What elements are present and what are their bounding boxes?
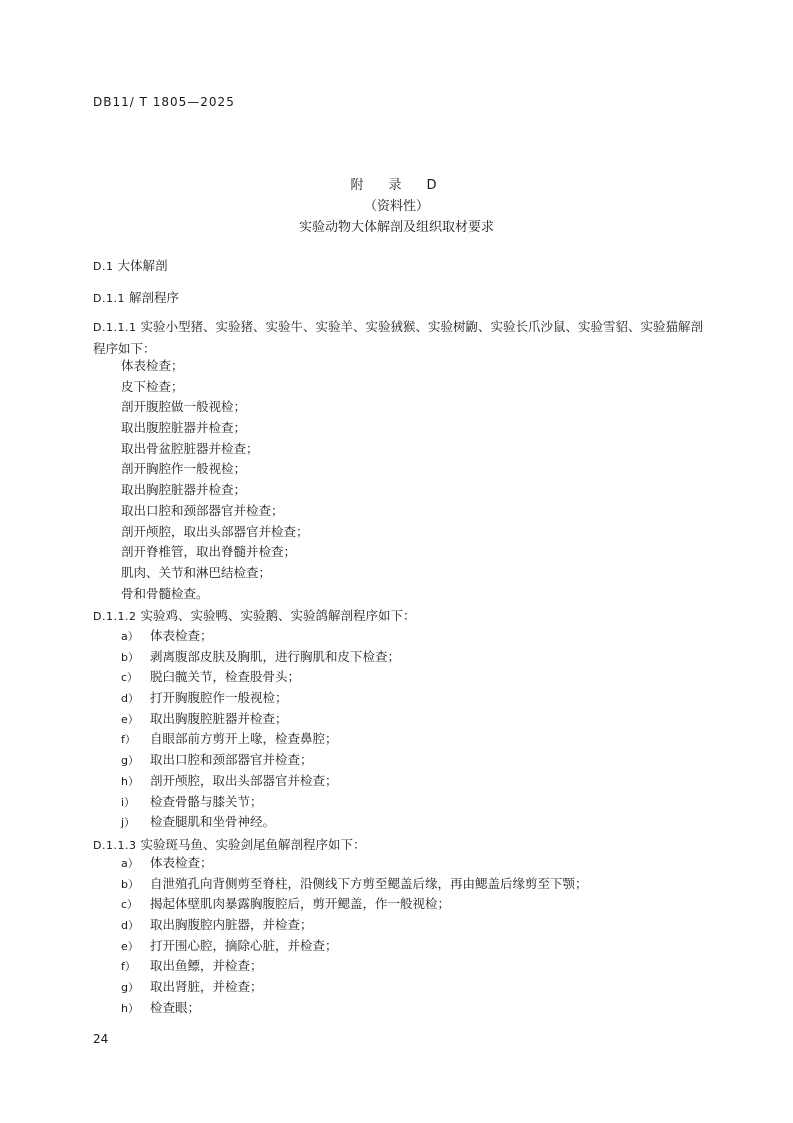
list-item-marker: e） — [121, 939, 139, 953]
list-item — [121, 750, 400, 771]
procedure-list-3 — [121, 853, 588, 1019]
procedure-list-1 — [121, 356, 309, 604]
list-item-marker: i） — [121, 795, 136, 809]
list-item-marker: j） — [121, 816, 136, 830]
list-item: 取出口腔和颈部器官并检查； — [121, 502, 284, 518]
list-item-text: 脱臼髋关节，检查股骨头； — [150, 669, 301, 685]
paragraph-number: D.1.1.1 — [93, 321, 137, 334]
appendix-name: 实验动物大体解剖及组织取材要求 — [298, 220, 494, 235]
list-item — [121, 956, 588, 977]
list-item: 剖开脊椎管，取出脊髓并检查； — [121, 544, 297, 560]
procedure-list-2 — [121, 626, 400, 833]
subsection-number: D.1.1 — [93, 292, 125, 305]
list-item: 剖开腹腔做一般视检； — [121, 399, 247, 415]
list-item-marker: h） — [121, 774, 139, 788]
list-item: 剖开颅腔，取出头部器官并检查； — [121, 523, 309, 539]
paragraph-number: D.1.1.2 — [93, 610, 137, 623]
list-item — [121, 626, 400, 647]
list-item: 骨和骨髓检查。 — [121, 585, 209, 601]
list-item-text: 取出肾脏，并检查； — [150, 979, 263, 995]
section-number: D.1 — [93, 260, 114, 273]
list-item: 体表检查； — [121, 358, 184, 373]
document-code: DB11/ T 1805—2025 — [93, 95, 235, 109]
list-item: 取出腹腔脏器并检查； — [121, 420, 247, 436]
list-item-text: 取出胸腹腔脏器并检查； — [150, 710, 288, 726]
list-item-marker: d） — [121, 919, 139, 933]
list-item: 取出胸腔脏器并检查； — [121, 482, 247, 498]
list-item-text: 检查骨骼与膝关节； — [150, 793, 263, 809]
subsection-heading — [93, 288, 179, 306]
list-item-marker: g） — [121, 754, 139, 768]
list-item — [121, 977, 588, 998]
list-item — [121, 729, 400, 750]
list-item-marker: e） — [121, 712, 139, 726]
list-item-marker: b） — [121, 650, 139, 664]
list-item-text: 打开胸腹腔作一般视检； — [150, 690, 288, 706]
list-item-text: 体表检查； — [150, 628, 213, 643]
list-item-text: 打开围心腔，摘除心脏，并检查； — [150, 937, 338, 953]
list-item-text: 取出鱼鳔，并检查； — [150, 958, 263, 974]
list-item-text: 自眼部前方剪开上喙，检查鼻腔； — [150, 731, 338, 747]
paragraph-text: 实验斑马鱼、实验剑尾鱼解剖程序如下： — [140, 837, 366, 852]
list-item-text: 揭起体壁肌肉暴露胸腹腔后，剪开鳃盖，作一般视检； — [150, 896, 451, 912]
list-item-marker: c） — [121, 671, 139, 685]
appendix-type: （资料性） — [363, 199, 429, 214]
paragraph-text: 实验鸡、实验鸭、实验鹅、实验鸽解剖程序如下： — [140, 608, 416, 623]
list-item-marker: d） — [121, 692, 139, 706]
appendix-title: 附 录 D — [350, 178, 443, 193]
list-item — [121, 894, 588, 915]
list-item — [121, 771, 400, 792]
list-item — [121, 688, 400, 709]
list-item: 取出骨盆腔脏器并检查； — [121, 440, 259, 456]
paragraph-d1-1-1 — [93, 316, 705, 359]
list-item — [121, 812, 400, 833]
list-item — [121, 998, 588, 1019]
list-item — [121, 915, 588, 936]
section-title: 大体解剖 — [117, 258, 168, 273]
list-item-marker: f） — [121, 960, 136, 974]
paragraph-text: 实验小型猪、实验猪、实验牛、实验羊、实验狨猴、实验树鼩、实验长爪沙鼠、实验雪貂、实验猫解剖程序如下： — [93, 319, 703, 356]
list-item-text: 体表检查； — [150, 855, 213, 870]
list-item — [121, 667, 400, 688]
list-item-text: 取出口腔和颈部器官并检查； — [150, 752, 313, 768]
list-item-text: 剥离腹部皮肤及胸肌，进行胸肌和皮下检查； — [150, 648, 401, 664]
list-item — [121, 853, 588, 874]
list-item — [121, 792, 400, 813]
list-item-text: 取出胸腹腔内脏器，并检查； — [150, 917, 313, 933]
list-item-marker: f） — [121, 733, 136, 747]
list-item-marker: b） — [121, 877, 139, 891]
list-item-text: 检查腿肌和坐骨神经。 — [150, 814, 276, 830]
list-item — [121, 647, 400, 668]
list-item: 皮下检查； — [121, 378, 184, 394]
list-item-marker: c） — [121, 898, 139, 912]
list-item-marker: g） — [121, 981, 139, 995]
list-item-text: 检查眼； — [150, 999, 201, 1015]
list-item-marker: a） — [121, 857, 139, 870]
page-number: 24 — [93, 1032, 109, 1046]
list-item: 剖开胸腔作一般视检； — [121, 461, 247, 477]
list-item-marker: a） — [121, 630, 139, 643]
list-item — [121, 709, 400, 730]
paragraph-number: D.1.1.3 — [93, 839, 137, 852]
list-item-marker: h） — [121, 1001, 139, 1015]
list-item-text: 自泄殖孔向背侧剪至脊柱，沿侧线下方剪至鳃盖后缘，再由鳃盖后缘剪至下颚； — [150, 875, 588, 891]
list-item — [121, 874, 588, 895]
subsection-title: 解剖程序 — [128, 290, 179, 305]
list-item — [121, 936, 588, 957]
section-heading — [93, 256, 167, 274]
list-item-text: 剖开颅腔，取出头部器官并检查； — [150, 772, 338, 788]
list-item: 肌肉、关节和淋巴结检查； — [121, 564, 272, 580]
paragraph-d1-1-2 — [93, 605, 705, 627]
